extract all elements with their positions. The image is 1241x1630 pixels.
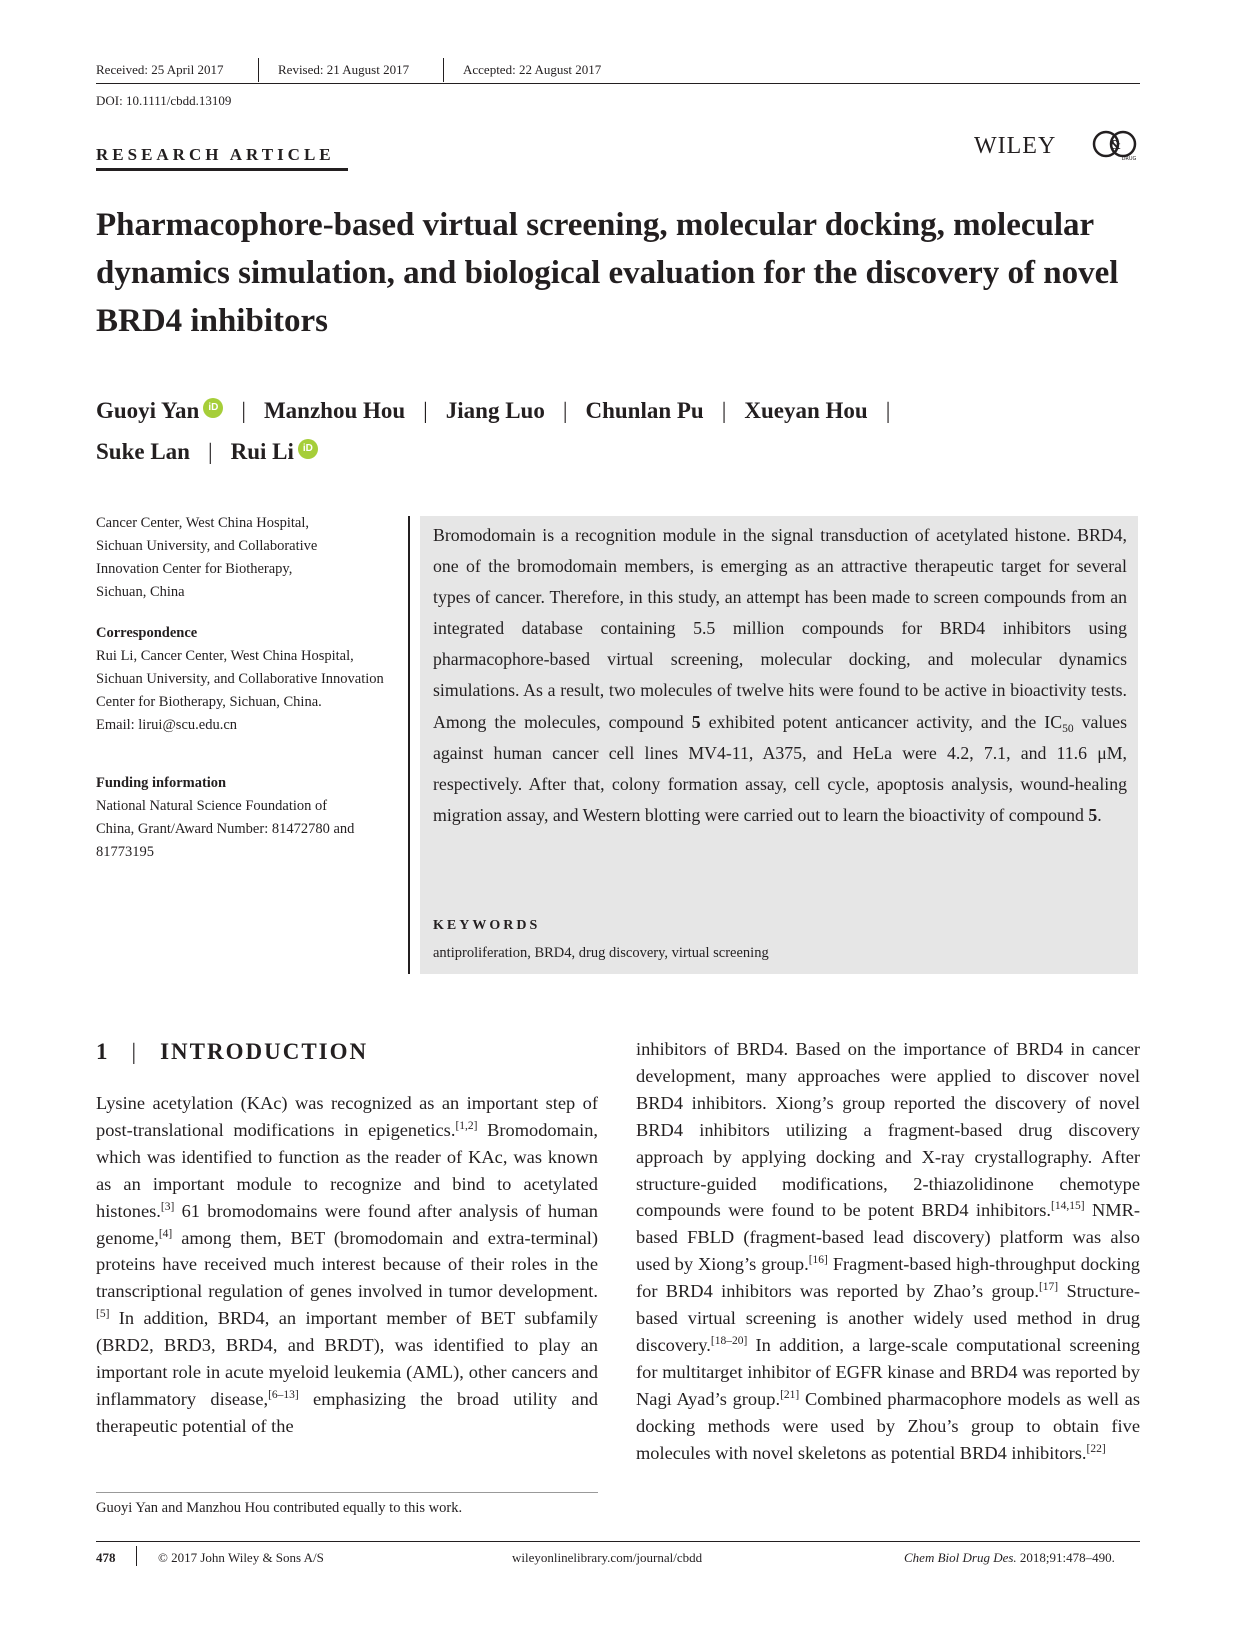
revised-date: Revised: 21 August 2017 <box>278 62 410 77</box>
footer-divider <box>136 1546 137 1566</box>
compound-number: 5 <box>1088 804 1098 825</box>
citation-ref[interactable]: [14,15] <box>1051 1200 1085 1213</box>
funding-heading: Funding information <box>96 775 227 791</box>
header-rule <box>96 83 1140 84</box>
body-text: Bromodomain, which was identified to function as the reader of KAc, was known as an important module to recognize and bind to acetylated histones. <box>96 1119 598 1221</box>
abstract-bar <box>408 516 410 974</box>
header-divider <box>258 58 259 82</box>
abstract-text <box>433 520 1127 831</box>
journal-url[interactable]: wileyonlinelibrary.com/journal/cbdd <box>512 1550 703 1565</box>
section-title: INTRODUCTION <box>160 1039 369 1064</box>
accepted-date: Accepted: 22 August 2017 <box>463 62 602 77</box>
funding-block <box>96 772 366 864</box>
section-number: 1 <box>96 1039 110 1064</box>
author-name[interactable]: Guoyi Yan <box>96 398 200 423</box>
footer-rule <box>96 1541 1140 1542</box>
author-name[interactable]: Xueyan Hou <box>744 398 868 423</box>
correspondence-text: Rui Li, Cancer Center, West China Hospital, Sichuan University, and Collaborative Innovation Center for Biotherapy, Sichuan, China. <box>96 648 384 710</box>
citation-ref[interactable]: [3] <box>160 1200 175 1213</box>
footnote-rule <box>96 1492 598 1493</box>
citation-ref[interactable]: [1,2] <box>455 1119 478 1132</box>
citation-ref[interactable]: [17] <box>1038 1281 1059 1294</box>
ic50-subscript: 50 <box>1062 722 1074 735</box>
footnote: Guoyi Yan and Manzhou Hou contributed equally to this work. <box>96 1500 463 1516</box>
intro-column-2 <box>636 1036 1140 1467</box>
citation-ref[interactable]: [21] <box>780 1388 800 1401</box>
citation-ref[interactable]: [16] <box>808 1254 828 1267</box>
body-text: Lysine acetylation (KAc) was recognized as an important step of post-translational modifications in epigenetics. <box>96 1093 598 1140</box>
abstract-part: exhibited potent anticancer activity, and the IC <box>700 711 1063 732</box>
funding-text: National Natural Science Foundation of China, Grant/Award Number: 81472780 and 81773195 <box>96 798 355 860</box>
doi[interactable]: DOI: 10.1111/cbdd.13109 <box>96 93 232 108</box>
journal-logo-icon <box>1089 128 1141 162</box>
article-type: RESEARCH ARTICLE <box>96 145 335 164</box>
author-name[interactable]: Rui Li <box>230 439 294 464</box>
intro-column-1 <box>96 1090 598 1440</box>
body-text: Fragment-based high-throughput docking for BRD4 inhibitors was reported by Zhao’s group. <box>636 1254 1140 1302</box>
received-date: Received: 25 April 2017 <box>96 62 224 77</box>
body-text: In addition, a large-scale computational screening for multitarget inhibitor of EGFR kinase and BRD4 was reported by Nagi Ayad’s group. <box>636 1334 1140 1409</box>
body-text: inhibitors of BRD4. Based on the importance of BRD4 in cancer development, many approaches were applied to discover novel BRD4 inhibitors. Xiong’s group reported the discovery of novel BRD4 inhibitors utilizing a fragment-based drug discovery approach by applying docking and X-ray crystallography. After structure-guided modifications, 2-thiazolidinone chemotype compounds were found to be potent BRD4 inhibitors. <box>636 1039 1140 1221</box>
body-text: NMR-based FBLD (fragment-based lead discovery) platform was also used by Xiong’s group. <box>636 1200 1140 1275</box>
svg-text:DRUG: DRUG <box>1121 156 1137 162</box>
citation-info <box>904 1550 1115 1566</box>
body-text: among them, BET (bromodomain and extra-terminal) proteins have received much interest because of their roles in the transcriptional regulation of genes involved in tumor development. <box>96 1227 598 1302</box>
author-list: Guoyi Yan iD | Manzhou Hou | Jiang Luo | Chunlan Pu | Xueyan Hou | Suke Lan | Rui Li iD <box>96 398 891 464</box>
orcid-icon[interactable]: iD <box>203 398 223 418</box>
page-number: 478 <box>96 1550 116 1565</box>
citation-ref[interactable]: [6–13] <box>268 1388 299 1401</box>
correspondence-email[interactable]: Email: lirui@scu.edu.cn <box>96 717 237 733</box>
citation-ref[interactable]: [18–20] <box>710 1334 748 1347</box>
keywords-heading: KEYWORDS <box>433 918 541 933</box>
svg-text:&: & <box>1109 138 1121 152</box>
journal-name: Chem Biol Drug Des. <box>904 1550 1017 1565</box>
citation-volume: 2018;91:478–490. <box>1016 1550 1115 1565</box>
author-name[interactable]: Suke Lan <box>96 439 190 464</box>
abstract-part: Bromodomain is a recognition module in the signal transduction of acetylated histone. BRD4, one of the bromodomain members, is emerging as an attractive therapeutic target for several types of cancer. Therefore, in this study, an attempt has been made to screen compounds from an integrated database containing 5.5 million compounds for BRD4 inhibitors using pharmacophore-based virtual screening, molecular docking, and molecular dynamics simulations. As a result, two molecules of twelve hits were found to be active in bioactivity tests. Among the molecules, compound <box>433 525 1127 732</box>
section-heading: 1 | INTRODUCTION <box>96 1039 369 1064</box>
body-text: Structure-based virtual screening is another widely used method in drug discovery. <box>636 1281 1140 1355</box>
body-text: Combined pharmacophore models as well as docking methods were used by Zhou’s group to obtain five molecules with novel skeletons as potential BRD4 inhibitors. <box>636 1388 1141 1463</box>
author-name[interactable]: Manzhou Hou <box>263 398 406 423</box>
citation-ref[interactable]: [4] <box>158 1227 173 1240</box>
body-text: In addition, BRD4, an important member of BET subfamily (BRD2, BRD3, BRD4, and BRDT), was identified to play an important role in acute myeloid leukemia (AML), other cancers and inflammatory disease, <box>96 1308 598 1409</box>
citation-ref[interactable]: [22] <box>1086 1442 1106 1455</box>
affiliation: Cancer Center, West China Hospital, Sichuan University, and Collaborative Innovation Center for Biotherapy, Sichuan, China <box>96 515 318 600</box>
compound-number: 5 <box>691 711 701 732</box>
citation-ref[interactable]: [5] <box>96 1308 110 1321</box>
orcid-icon[interactable]: iD <box>298 439 318 459</box>
correspondence-heading: Correspondence <box>96 625 198 641</box>
body-text: emphasizing the broad utility and therapeutic potential of the <box>96 1388 598 1436</box>
article-type-underline <box>96 168 348 171</box>
abstract-part: values against human cancer cell lines MV4-11, A375, and HeLa were 4.2, 7.1, and 11.6 μM, respectively. After that, colony formation assay, cell cycle, apoptosis analysis, wound-healing migration assay, and Western blotting were carried out to learn the bioactivity of compound <box>433 711 1127 825</box>
article-title: Pharmacophore-based virtual screening, molecular docking, molecular dynamics simulation, and biological evaluation for the discovery of novel BRD4 inhibitors <box>96 207 1119 339</box>
author-name[interactable]: Chunlan Pu <box>585 398 704 423</box>
abstract-part: . <box>1097 804 1102 825</box>
author-name[interactable]: Jiang Luo <box>445 398 545 423</box>
publisher-logo: WILEY <box>974 133 1057 159</box>
copyright: © 2017 John Wiley & Sons A/S <box>158 1550 324 1565</box>
header-divider <box>443 58 444 82</box>
body-text: 61 bromodomains were found after analysis of human genome, <box>96 1200 598 1248</box>
correspondence-block <box>96 622 396 737</box>
keywords-text: antiproliferation, BRD4, drug discovery, virtual screening <box>433 945 769 961</box>
